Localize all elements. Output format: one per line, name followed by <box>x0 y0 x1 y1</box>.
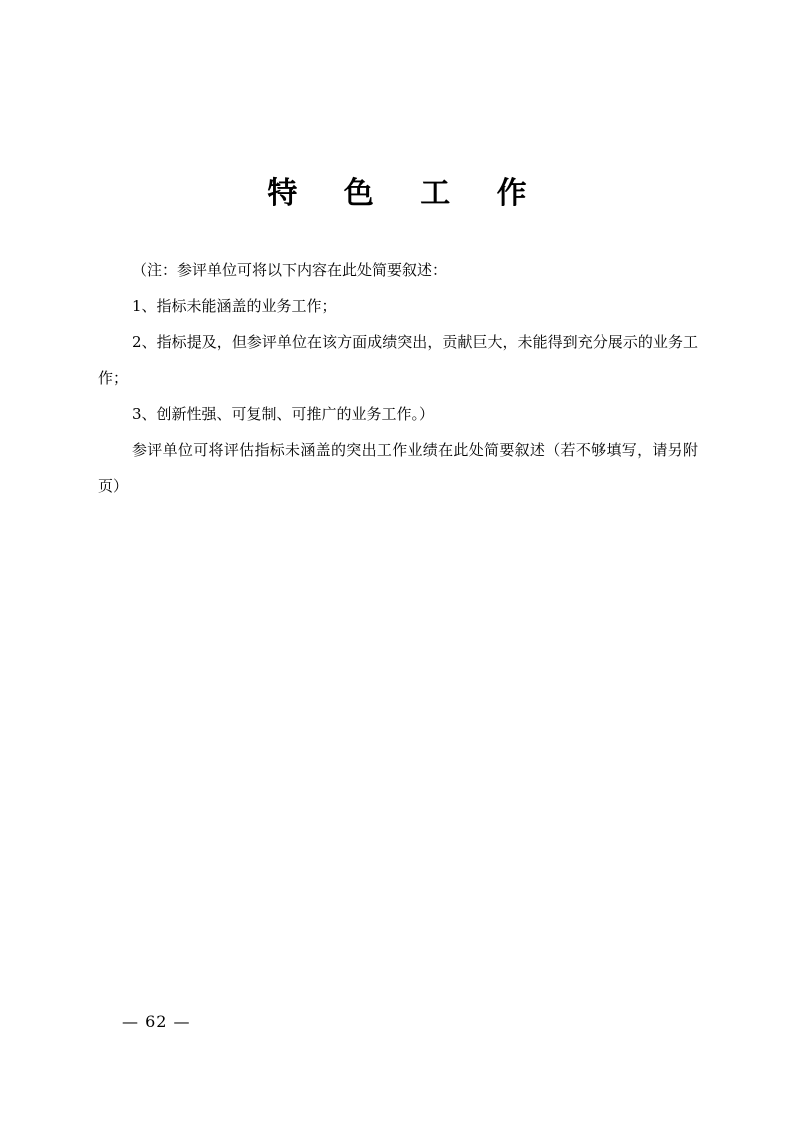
instruction-paragraph: 参评单位可将评估指标未涵盖的突出工作业绩在此处简要叙述（若不够填写，请另附页） <box>98 441 698 495</box>
document-body <box>98 252 698 504</box>
note-intro-paragraph: （注：参评单位可将以下内容在此处简要叙述： <box>132 261 448 279</box>
page-title: 特 色 工 作 <box>267 176 545 211</box>
page-number: — 62 — <box>122 1012 191 1031</box>
note-item-2: 2、指标提及，但参评单位在该方面成绩突出，贡献巨大，未能得到充分展示的业务工作； <box>98 333 698 387</box>
note-item-3: 3、创新性强、可复制、可推广的业务工作。） <box>132 405 435 423</box>
note-item-1: 1、指标未能涵盖的业务工作； <box>132 297 337 315</box>
